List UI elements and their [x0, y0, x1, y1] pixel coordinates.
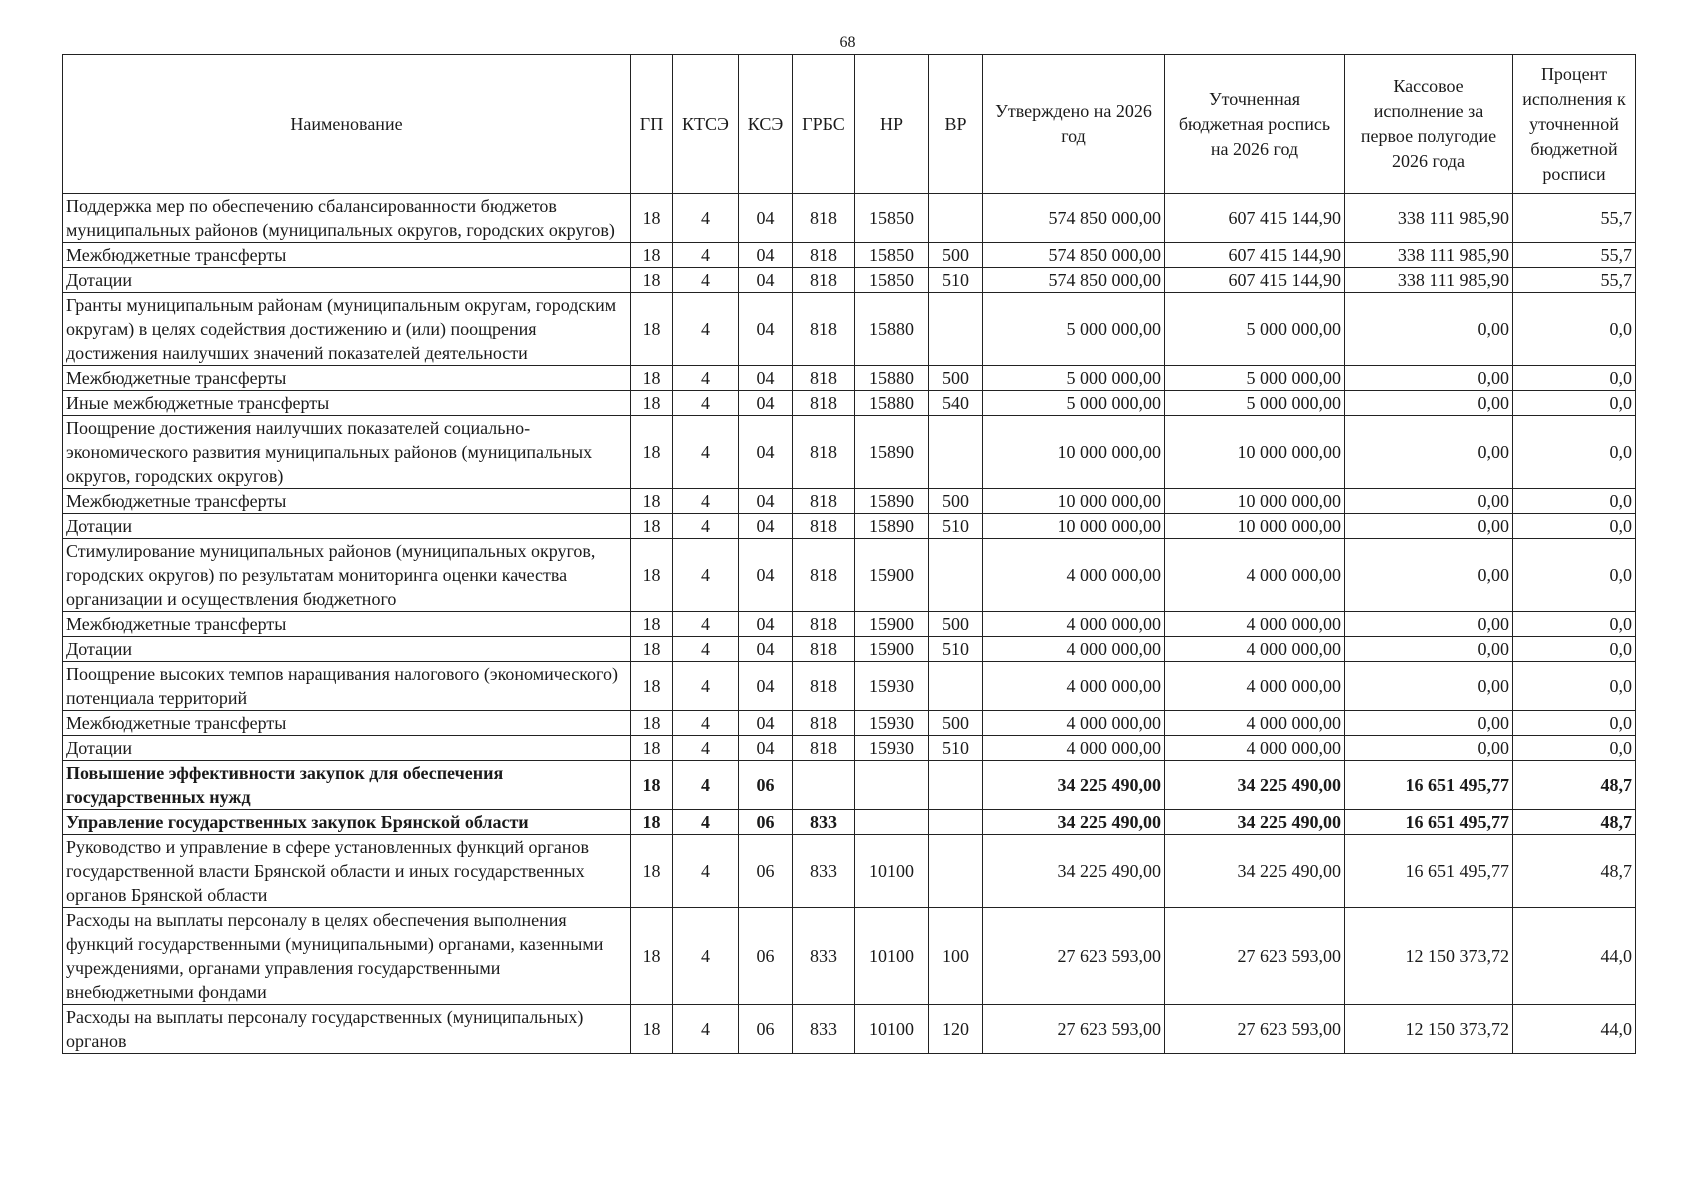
cell-cash: 0,00: [1345, 416, 1513, 489]
cell-vr: 540: [929, 391, 983, 416]
header-row: [63, 55, 1636, 194]
cell-gp: 18: [631, 366, 673, 391]
cell-cash: 338 111 985,90: [1345, 268, 1513, 293]
header-kse: КСЭ: [739, 55, 793, 194]
cell-cash: 0,00: [1345, 366, 1513, 391]
cell-vr: [929, 194, 983, 243]
cell-approved: 10 000 000,00: [983, 514, 1165, 539]
cell-refined: 34 225 490,00: [1165, 810, 1345, 835]
cell-refined: 34 225 490,00: [1165, 835, 1345, 908]
cell-grbs: 833: [793, 908, 855, 1005]
cell-nr: 15890: [855, 514, 929, 539]
cell-cash: 0,00: [1345, 514, 1513, 539]
table-row: [63, 662, 1636, 711]
cell-grbs: 818: [793, 268, 855, 293]
cell-ktse: 4: [673, 194, 739, 243]
cell-cash: 0,00: [1345, 612, 1513, 637]
cell-ktse: 4: [673, 711, 739, 736]
cell-grbs: 833: [793, 810, 855, 835]
cell-percent: 48,7: [1513, 810, 1636, 835]
table-row: [63, 268, 1636, 293]
cell-vr: 500: [929, 711, 983, 736]
cell-approved: 27 623 593,00: [983, 908, 1165, 1005]
cell-name: Межбюджетные трансферты: [63, 366, 631, 391]
header-percent: Процент исполнения к уточненной бюджетной росписи: [1513, 55, 1636, 194]
cell-grbs: 818: [793, 391, 855, 416]
cell-grbs: 818: [793, 539, 855, 612]
cell-percent: 0,0: [1513, 489, 1636, 514]
cell-vr: 510: [929, 514, 983, 539]
cell-gp: 18: [631, 736, 673, 761]
cell-percent: 44,0: [1513, 908, 1636, 1005]
cell-vr: 500: [929, 489, 983, 514]
cell-vr: 510: [929, 268, 983, 293]
header-refined: Уточненная бюджетная роспись на 2026 год: [1165, 55, 1345, 194]
cell-cash: 338 111 985,90: [1345, 194, 1513, 243]
cell-ktse: 4: [673, 810, 739, 835]
cell-nr: 15850: [855, 243, 929, 268]
table-row: [63, 391, 1636, 416]
cell-name: Поощрение высоких темпов наращивания налогового (экономического) потенциала территорий: [63, 662, 631, 711]
cell-gp: 18: [631, 908, 673, 1005]
cell-grbs: 818: [793, 194, 855, 243]
table-row: [63, 908, 1636, 1005]
cell-grbs: 818: [793, 637, 855, 662]
cell-approved: 4 000 000,00: [983, 662, 1165, 711]
cell-nr: 15900: [855, 539, 929, 612]
cell-percent: 0,0: [1513, 711, 1636, 736]
cell-refined: 4 000 000,00: [1165, 637, 1345, 662]
cell-ktse: 4: [673, 637, 739, 662]
cell-refined: 4 000 000,00: [1165, 662, 1345, 711]
cell-gp: 18: [631, 1005, 673, 1054]
cell-approved: 4 000 000,00: [983, 736, 1165, 761]
cell-name: Дотации: [63, 637, 631, 662]
cell-kse: 06: [739, 908, 793, 1005]
table-header: [63, 55, 1636, 194]
cell-name: Иные межбюджетные трансферты: [63, 391, 631, 416]
header-ktse: КТСЭ: [673, 55, 739, 194]
cell-percent: 0,0: [1513, 391, 1636, 416]
cell-nr: 15930: [855, 662, 929, 711]
cell-name: Межбюджетные трансферты: [63, 711, 631, 736]
cell-ktse: 4: [673, 489, 739, 514]
cell-percent: 0,0: [1513, 662, 1636, 711]
cell-percent: 48,7: [1513, 761, 1636, 810]
cell-kse: 04: [739, 366, 793, 391]
table-row: [63, 637, 1636, 662]
cell-cash: 0,00: [1345, 391, 1513, 416]
cell-name: Расходы на выплаты персоналу в целях обеспечения выполнения функций государственными (муниципальными) органами, казенными учреждениями, органами управления государственными внебюджетными фондами: [63, 908, 631, 1005]
cell-cash: 0,00: [1345, 489, 1513, 514]
cell-name: Расходы на выплаты персоналу государственных (муниципальных) органов: [63, 1005, 631, 1054]
cell-vr: [929, 539, 983, 612]
cell-percent: 0,0: [1513, 736, 1636, 761]
cell-nr: 15930: [855, 736, 929, 761]
cell-grbs: 818: [793, 489, 855, 514]
cell-cash: 0,00: [1345, 711, 1513, 736]
cell-percent: 44,0: [1513, 1005, 1636, 1054]
header-name: Наименование: [63, 55, 631, 194]
cell-percent: 0,0: [1513, 366, 1636, 391]
budget-table: [62, 54, 1636, 1054]
cell-nr: 15890: [855, 416, 929, 489]
header-cash: Кассовое исполнение за первое полугодие 2026 года: [1345, 55, 1513, 194]
cell-nr: 15880: [855, 366, 929, 391]
cell-gp: 18: [631, 835, 673, 908]
cell-percent: 55,7: [1513, 194, 1636, 243]
cell-refined: 5 000 000,00: [1165, 391, 1345, 416]
cell-vr: 500: [929, 612, 983, 637]
cell-grbs: 818: [793, 243, 855, 268]
cell-vr: [929, 293, 983, 366]
cell-approved: 5 000 000,00: [983, 366, 1165, 391]
cell-grbs: 818: [793, 416, 855, 489]
cell-name: Гранты муниципальным районам (муниципальным округам, городским округам) в целях содействия достижению и (или) поощрения достижения наилучших значений показателей деятельности: [63, 293, 631, 366]
cell-percent: 0,0: [1513, 637, 1636, 662]
cell-nr: 15880: [855, 293, 929, 366]
cell-nr: [855, 761, 929, 810]
cell-kse: 04: [739, 268, 793, 293]
cell-gp: 18: [631, 293, 673, 366]
cell-ktse: 4: [673, 612, 739, 637]
cell-grbs: 818: [793, 366, 855, 391]
cell-ktse: 4: [673, 736, 739, 761]
cell-gp: 18: [631, 539, 673, 612]
cell-approved: 574 850 000,00: [983, 243, 1165, 268]
cell-vr: [929, 835, 983, 908]
cell-kse: 04: [739, 489, 793, 514]
cell-gp: 18: [631, 243, 673, 268]
cell-approved: 4 000 000,00: [983, 612, 1165, 637]
cell-approved: 5 000 000,00: [983, 391, 1165, 416]
cell-grbs: 818: [793, 293, 855, 366]
cell-kse: 04: [739, 637, 793, 662]
cell-ktse: 4: [673, 539, 739, 612]
cell-kse: 04: [739, 711, 793, 736]
cell-name: Поддержка мер по обеспечению сбалансированности бюджетов муниципальных районов (муниципальных округов, городских округов): [63, 194, 631, 243]
page-number: 68: [839, 34, 856, 51]
cell-kse: 06: [739, 835, 793, 908]
cell-name: Поощрение достижения наилучших показателей социально-экономического развития муниципальных районов (муниципальных округов, городских округов): [63, 416, 631, 489]
cell-percent: 55,7: [1513, 243, 1636, 268]
cell-grbs: 818: [793, 736, 855, 761]
cell-name: Дотации: [63, 736, 631, 761]
cell-cash: 0,00: [1345, 539, 1513, 612]
cell-kse: 04: [739, 612, 793, 637]
cell-nr: 10100: [855, 908, 929, 1005]
cell-gp: 18: [631, 637, 673, 662]
cell-kse: 06: [739, 1005, 793, 1054]
cell-cash: 338 111 985,90: [1345, 243, 1513, 268]
cell-kse: 04: [739, 391, 793, 416]
cell-vr: 510: [929, 637, 983, 662]
cell-refined: 5 000 000,00: [1165, 293, 1345, 366]
cell-vr: [929, 810, 983, 835]
cell-approved: 574 850 000,00: [983, 194, 1165, 243]
cell-refined: 607 415 144,90: [1165, 243, 1345, 268]
cell-refined: 607 415 144,90: [1165, 194, 1345, 243]
cell-name: Руководство и управление в сфере установленных функций органов государственной власти Брянской области и иных государственных органов Брянской области: [63, 835, 631, 908]
cell-gp: 18: [631, 662, 673, 711]
cell-percent: 0,0: [1513, 612, 1636, 637]
cell-name: Управление государственных закупок Брянской области: [63, 810, 631, 835]
cell-gp: 18: [631, 612, 673, 637]
cell-kse: 04: [739, 514, 793, 539]
cell-name: Повышение эффективности закупок для обеспечения государственных нужд: [63, 761, 631, 810]
cell-vr: 500: [929, 243, 983, 268]
cell-name: Стимулирование муниципальных районов (муниципальных округов, городских округов) по результатам мониторинга оценки качества организации и осуществления бюджетного: [63, 539, 631, 612]
cell-refined: 27 623 593,00: [1165, 1005, 1345, 1054]
cell-approved: 10 000 000,00: [983, 416, 1165, 489]
cell-refined: 4 000 000,00: [1165, 711, 1345, 736]
cell-refined: 10 000 000,00: [1165, 489, 1345, 514]
cell-cash: 16 651 495,77: [1345, 761, 1513, 810]
cell-cash: 0,00: [1345, 662, 1513, 711]
cell-gp: 18: [631, 711, 673, 736]
cell-grbs: [793, 761, 855, 810]
cell-vr: [929, 761, 983, 810]
cell-name: Дотации: [63, 514, 631, 539]
cell-refined: 4 000 000,00: [1165, 736, 1345, 761]
cell-vr: 120: [929, 1005, 983, 1054]
table-row: [63, 489, 1636, 514]
cell-nr: 15890: [855, 489, 929, 514]
cell-kse: 04: [739, 293, 793, 366]
cell-ktse: 4: [673, 366, 739, 391]
cell-nr: 15930: [855, 711, 929, 736]
cell-kse: 06: [739, 810, 793, 835]
table-row: [63, 761, 1636, 810]
cell-nr: 15900: [855, 637, 929, 662]
cell-kse: 06: [739, 761, 793, 810]
cell-nr: 15850: [855, 268, 929, 293]
cell-percent: 0,0: [1513, 416, 1636, 489]
cell-percent: 48,7: [1513, 835, 1636, 908]
cell-cash: 12 150 373,72: [1345, 908, 1513, 1005]
cell-nr: 15900: [855, 612, 929, 637]
cell-gp: 18: [631, 416, 673, 489]
header-nr: НР: [855, 55, 929, 194]
cell-vr: [929, 662, 983, 711]
cell-approved: 10 000 000,00: [983, 489, 1165, 514]
cell-refined: 4 000 000,00: [1165, 539, 1345, 612]
cell-kse: 04: [739, 662, 793, 711]
cell-ktse: 4: [673, 761, 739, 810]
cell-nr: 15850: [855, 194, 929, 243]
table-row: [63, 366, 1636, 391]
table-row: [63, 194, 1636, 243]
cell-percent: 0,0: [1513, 539, 1636, 612]
table-row: [63, 293, 1636, 366]
cell-ktse: 4: [673, 391, 739, 416]
cell-nr: 10100: [855, 1005, 929, 1054]
cell-name: Межбюджетные трансферты: [63, 243, 631, 268]
cell-kse: 04: [739, 194, 793, 243]
cell-cash: 16 651 495,77: [1345, 810, 1513, 835]
cell-ktse: 4: [673, 268, 739, 293]
cell-approved: 4 000 000,00: [983, 637, 1165, 662]
table-row: [63, 243, 1636, 268]
cell-gp: 18: [631, 489, 673, 514]
cell-gp: 18: [631, 514, 673, 539]
cell-nr: 15880: [855, 391, 929, 416]
cell-approved: 34 225 490,00: [983, 761, 1165, 810]
cell-approved: 5 000 000,00: [983, 293, 1165, 366]
cell-grbs: 833: [793, 835, 855, 908]
cell-cash: 0,00: [1345, 293, 1513, 366]
cell-vr: 510: [929, 736, 983, 761]
table-row: [63, 736, 1636, 761]
cell-grbs: 818: [793, 711, 855, 736]
cell-name: Межбюджетные трансферты: [63, 489, 631, 514]
cell-approved: 34 225 490,00: [983, 835, 1165, 908]
header-gp: ГП: [631, 55, 673, 194]
cell-percent: 0,0: [1513, 514, 1636, 539]
header-vr: ВР: [929, 55, 983, 194]
cell-ktse: 4: [673, 662, 739, 711]
cell-refined: 5 000 000,00: [1165, 366, 1345, 391]
cell-name: Дотации: [63, 268, 631, 293]
cell-gp: 18: [631, 391, 673, 416]
cell-refined: 10 000 000,00: [1165, 416, 1345, 489]
cell-cash: 0,00: [1345, 736, 1513, 761]
table-row: [63, 835, 1636, 908]
cell-ktse: 4: [673, 1005, 739, 1054]
cell-name: Межбюджетные трансферты: [63, 612, 631, 637]
cell-kse: 04: [739, 416, 793, 489]
cell-nr: 10100: [855, 835, 929, 908]
cell-approved: 574 850 000,00: [983, 268, 1165, 293]
cell-ktse: 4: [673, 243, 739, 268]
cell-gp: 18: [631, 268, 673, 293]
cell-grbs: 833: [793, 1005, 855, 1054]
cell-refined: 607 415 144,90: [1165, 268, 1345, 293]
cell-vr: 100: [929, 908, 983, 1005]
cell-gp: 18: [631, 761, 673, 810]
cell-approved: 27 623 593,00: [983, 1005, 1165, 1054]
header-approved: Утверждено на 2026 год: [983, 55, 1165, 194]
cell-refined: 27 623 593,00: [1165, 908, 1345, 1005]
cell-ktse: 4: [673, 293, 739, 366]
cell-refined: 4 000 000,00: [1165, 612, 1345, 637]
cell-ktse: 4: [673, 908, 739, 1005]
cell-kse: 04: [739, 736, 793, 761]
cell-ktse: 4: [673, 416, 739, 489]
table-row: [63, 514, 1636, 539]
table-body: [63, 194, 1636, 1054]
cell-vr: [929, 416, 983, 489]
cell-kse: 04: [739, 243, 793, 268]
cell-approved: 4 000 000,00: [983, 539, 1165, 612]
cell-refined: 10 000 000,00: [1165, 514, 1345, 539]
cell-gp: 18: [631, 810, 673, 835]
cell-percent: 0,0: [1513, 293, 1636, 366]
table-row: [63, 810, 1636, 835]
table-row: [63, 1005, 1636, 1054]
cell-grbs: 818: [793, 662, 855, 711]
cell-cash: 12 150 373,72: [1345, 1005, 1513, 1054]
table-row: [63, 711, 1636, 736]
header-grbs: ГРБС: [793, 55, 855, 194]
cell-approved: 34 225 490,00: [983, 810, 1165, 835]
cell-cash: 0,00: [1345, 637, 1513, 662]
cell-cash: 16 651 495,77: [1345, 835, 1513, 908]
cell-approved: 4 000 000,00: [983, 711, 1165, 736]
cell-percent: 55,7: [1513, 268, 1636, 293]
cell-nr: [855, 810, 929, 835]
table-row: [63, 416, 1636, 489]
cell-refined: 34 225 490,00: [1165, 761, 1345, 810]
table-row: [63, 612, 1636, 637]
cell-grbs: 818: [793, 612, 855, 637]
cell-ktse: 4: [673, 835, 739, 908]
cell-kse: 04: [739, 539, 793, 612]
cell-ktse: 4: [673, 514, 739, 539]
table-row: [63, 539, 1636, 612]
cell-grbs: 818: [793, 514, 855, 539]
cell-gp: 18: [631, 194, 673, 243]
cell-vr: 500: [929, 366, 983, 391]
